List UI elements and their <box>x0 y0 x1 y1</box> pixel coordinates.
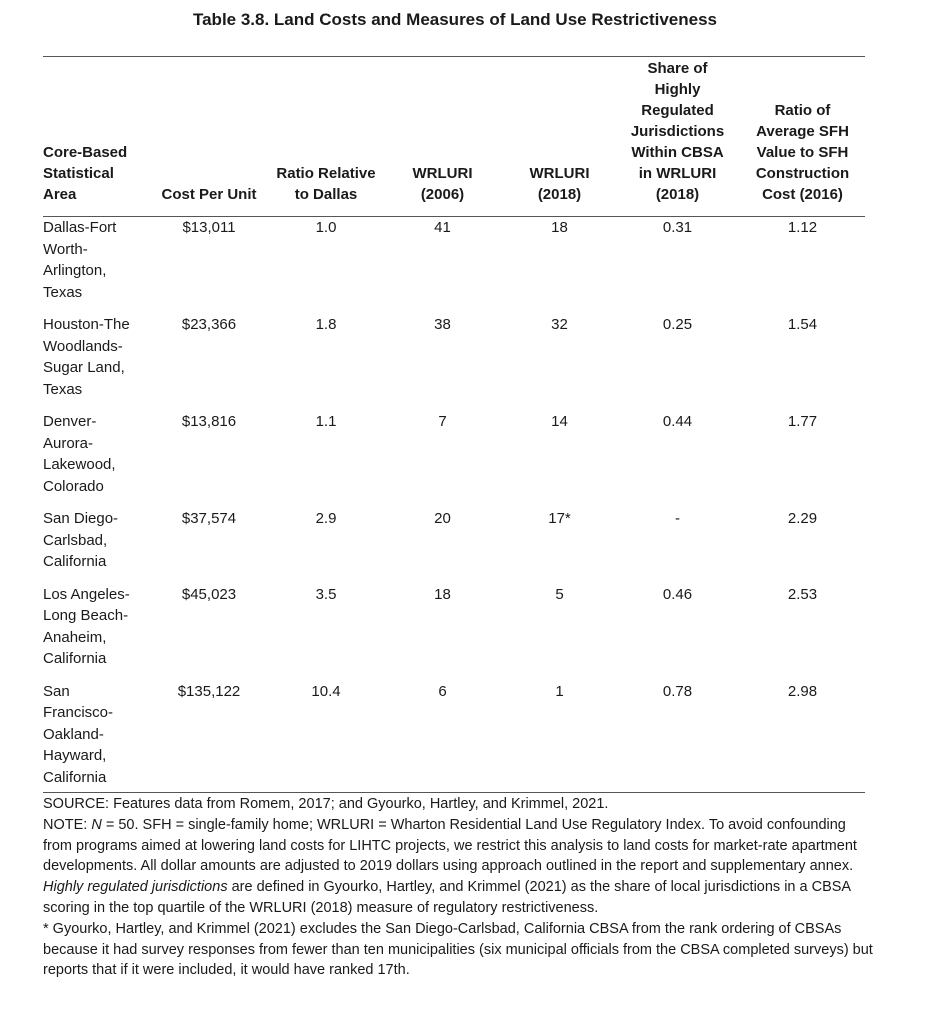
table-row <box>43 411 865 508</box>
header-row <box>43 58 865 211</box>
cell-cost: $13,011 <box>182 219 236 236</box>
cell-area: Houston-The Woodlands- Sugar Land, Texas <box>43 316 130 398</box>
column-header-sfh: Ratio of Average SFH Value to SFH Construction Cost (2016) <box>755 102 850 203</box>
footnote: * Gyourko, Hartley, and Krimmel (2021) excludes the San Diego-Carlsbad, California CBSA from the rank ordering of CBSAs because it had survey responses from fewer than ten municipalities (six municipal officials from the CBSA completed surveys) but reports that if it were included, it would have ranked 17th. <box>43 920 873 979</box>
cell-area: Denver- Aurora- Lakewood, Colorado <box>43 413 116 495</box>
column-header-share: Share of Highly Regulated Jurisdictions Within CBSA in WRLURI (2018) <box>630 60 725 203</box>
note-text <box>43 815 873 919</box>
data-table <box>43 58 865 790</box>
bottom-rule <box>43 792 865 793</box>
cell-sfh: 1.12 <box>787 219 818 236</box>
column-header-w2006: WRLURI (2006) <box>412 165 473 203</box>
cell-sfh: 1.77 <box>787 413 818 430</box>
cell-w2006: 18 <box>434 585 451 603</box>
cell-area: Los Angeles- Long Beach- Anaheim, California <box>43 585 130 667</box>
cell-w2006: 6 <box>438 682 447 700</box>
note-n: N <box>91 816 102 833</box>
cell-share: 0.78 <box>662 682 693 700</box>
cell-cost: $45,023 <box>181 585 237 603</box>
cell-sfh: 2.53 <box>787 585 818 603</box>
table-row <box>43 681 865 791</box>
cell-cost: $23,366 <box>181 316 237 333</box>
cell-w2018: 1 <box>555 682 564 700</box>
note-part1: = 50. SFH = single-family home; WRLURI = Wharton Residential Land Use Regulatory Index. To avoid confounding from programs aimed at lowering land costs for LIHTC projects, we restrict this analysis to land costs for market-rate apartment developments. All dollar amounts are adjusted to 2019 dollars using approach outlined in the report and supplementary annex. <box>43 816 857 875</box>
column-header-w2018: WRLURI (2018) <box>529 165 590 203</box>
cell-ratio: 2.9 <box>315 510 337 527</box>
cell-w2006: 38 <box>434 316 451 333</box>
source-note: SOURCE: Features data from Romem, 2017; and Gyourko, Hartley, and Krimmel, 2021. <box>43 796 609 812</box>
cell-w2018: 17* <box>548 510 571 527</box>
table-row <box>43 508 865 584</box>
cell-w2018: 18 <box>551 219 568 236</box>
column-header-ratio: Ratio Relative to Dallas <box>276 165 376 203</box>
column-header-cost: Cost Per Unit <box>161 186 257 203</box>
table-row <box>43 314 865 411</box>
cell-ratio: 1.1 <box>315 413 337 430</box>
cell-cost: $13,816 <box>181 413 237 430</box>
cell-w2006: 20 <box>434 510 451 527</box>
cell-area: Dallas-Fort Worth- Arlington, Texas <box>43 219 117 301</box>
cell-share: 0.46 <box>662 585 693 603</box>
cell-area: San Diego- Carlsbad, California <box>43 510 119 570</box>
cell-sfh: 2.98 <box>787 682 818 700</box>
cell-share: 0.25 <box>662 316 693 333</box>
top-rule <box>43 56 865 57</box>
cell-sfh: 2.29 <box>787 510 818 527</box>
cell-sfh: 1.54 <box>787 316 818 333</box>
table-row <box>43 584 865 681</box>
table-row <box>43 211 865 314</box>
cell-w2018: 32 <box>551 316 568 333</box>
cell-w2018: 5 <box>555 585 564 603</box>
cell-ratio: 3.5 <box>315 585 337 603</box>
note-label: NOTE: <box>43 816 92 833</box>
cell-w2006: 41 <box>434 219 451 236</box>
cell-w2006: 7 <box>438 413 447 430</box>
notes <box>43 794 873 981</box>
cell-ratio: 10.4 <box>311 682 341 700</box>
cell-w2018: 14 <box>551 413 568 430</box>
cell-cost: $135,122 <box>177 682 241 700</box>
cell-share: - <box>675 510 680 527</box>
table-body <box>43 211 865 790</box>
note-italic-term: Highly regulated jurisdictions <box>43 879 228 896</box>
cell-area: San Francisco- Oakland- Hayward, California <box>43 682 114 786</box>
cell-share: 0.31 <box>662 219 693 236</box>
note-part2: are defined in Gyourko, Hartley, and Krimmel (2021) as the share of local jurisdictions in a CBSA scoring in the top quartile of the WRLURI (2018) measure of regulatory restrictiveness. <box>43 879 851 916</box>
cell-share: 0.44 <box>662 413 693 430</box>
cell-ratio: 1.8 <box>315 316 337 333</box>
column-header-area: Core-Based Statistical Area <box>43 144 128 203</box>
cell-cost: $37,574 <box>181 510 237 527</box>
table-title: Table 3.8. Land Costs and Measures of Land Use Restrictiveness <box>192 10 718 29</box>
cell-ratio: 1.0 <box>315 219 337 236</box>
